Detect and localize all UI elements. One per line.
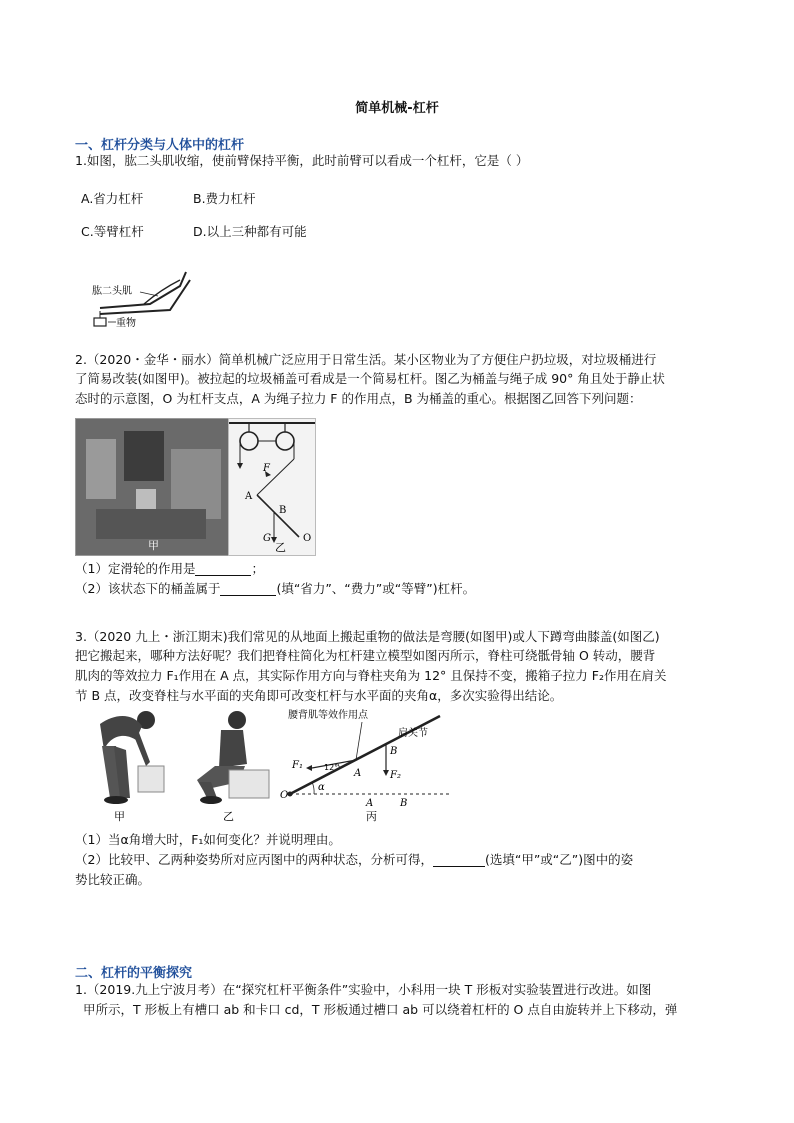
- q3-figure-jia: [80, 706, 180, 824]
- q2-line-3: 态时的示意图，O 为杠杆支点，A 为绳子拉力 F 的作用点，B 为桶盖的重心。根据图乙回答下列问题：: [75, 391, 642, 406]
- arm-weight-label: 重物: [116, 318, 136, 329]
- q3-fig-shoulder-label: 肩关节: [398, 728, 428, 739]
- q1-option-a: A.省力杠杆: [81, 191, 144, 206]
- q2-fig-label-a: A: [245, 491, 253, 502]
- q2-sub-2: [75, 580, 725, 598]
- section-heading-1: 一、杠杆分类与人体中的杠杆: [75, 138, 245, 153]
- q3-fig-label-angle: 12°: [324, 763, 339, 772]
- q3-fig-label-alpha: α: [318, 782, 325, 793]
- q3-sub2-prefix: （2）比较甲、乙两种姿势所对应丙图中的两种状态，分析可得，: [75, 852, 433, 867]
- q1-stem: 1.如图，肱二头肌收缩，使前臂保持平衡，此时前臂可以看成一个杠杆，它是（ ）: [75, 153, 529, 168]
- s2-q1-line-1: 1.（2019.九上宁波月考）在“探究杠杆平衡条件”实验中，小科用一块 T 形板对实验装置进行改进。如图: [75, 982, 652, 997]
- q3-figure-yi: [185, 706, 277, 824]
- q3-sub-2-cont: 势比较正确。: [75, 872, 151, 887]
- q2-diagram-yi: [228, 418, 316, 556]
- section-heading-2: 二、杠杆的平衡探究: [75, 966, 193, 981]
- q3-fig-axis-b: B: [400, 798, 408, 809]
- q2-fig-label-f: F: [263, 463, 270, 474]
- q1-option-b: B.费力杠杆: [193, 191, 256, 206]
- q3-fig-yi-caption: 乙: [223, 810, 234, 823]
- q3-sub2-blank[interactable]: [433, 852, 485, 867]
- q2-sub-1: [75, 560, 725, 578]
- q2-sub2-prefix: （2）该状态下的桶盖属于: [75, 581, 221, 596]
- q3-fig-label-o: O: [280, 790, 289, 801]
- s2-q1-line-2: 甲所示，T 形板上有槽口 ab 和卡口 cd，T 形板通过槽口 ab 可以绕着杠杆的 O 点自由旋转并上下移动，弹: [83, 1002, 678, 1017]
- q3-sub-2: [75, 851, 725, 869]
- q2-fig-label-o: O: [303, 533, 312, 544]
- q2-sub2-blank[interactable]: [220, 581, 276, 596]
- page-title: 简单机械-杠杆: [355, 101, 439, 116]
- q3-sub2-suffix: (选填“甲”或“乙”)图中的姿: [484, 852, 634, 867]
- q3-line-3: 肌肉的等效拉力 F₁作用在 A 点，其实际作用方向与脊柱夹角为 12° 且保持不变，搬箱子拉力 F₂作用在肩关: [75, 668, 667, 683]
- q2-fig-label-b: B: [279, 505, 287, 516]
- q2-sub2-suffix: (填“省力”、“费力”或“等臂”)杠杆。: [276, 581, 476, 596]
- q1-option-c: C.等臂杠杆: [81, 224, 144, 239]
- q3-fig-bing-caption: 丙: [366, 810, 377, 823]
- q2-photo-jia: [75, 418, 229, 556]
- q3-sub-1: （1）当α角增大时，F₁如何变化？并说明理由。: [75, 832, 341, 847]
- q2-line-2: 了简易改装(如图甲)。被拉起的垃圾桶盖可看成是一个简易杠杆。图乙为桶盖与绳子成 90° 角且处于静止状: [75, 371, 665, 386]
- arm-figure: [80, 266, 210, 332]
- q2-sub1-prefix: （1）定滑轮的作用是: [75, 561, 196, 576]
- q3-fig-label-f1: F₁: [292, 760, 303, 771]
- q2-fig-label-g: G: [263, 533, 271, 544]
- q3-line-4: 节 B 点，改变脊柱与水平面的夹角即可改变杠杆与水平面的夹角α，多次实验得出结论。: [75, 688, 563, 703]
- q1-option-d: D.以上三种都有可能: [193, 224, 307, 239]
- q3-line-2: 把它搬起来，哪种方法好呢？我们把脊柱简化为杠杆建立模型如图丙所示，脊柱可绕骶骨轴 O 转动，腰背: [75, 648, 656, 663]
- q2-fig-jia-caption: 甲: [148, 539, 159, 552]
- q3-fig-label-a: A: [354, 768, 362, 779]
- q3-line-1: 3.（2020 九上・浙江期末)我们常见的从地面上搬起重物的做法是弯腰(如图甲)或人下蹲弯曲膝盖(如图乙): [75, 629, 660, 644]
- q3-figure-bing: [278, 706, 458, 826]
- q3-fig-label-f2: F₂: [390, 770, 401, 781]
- q2-sub1-blank[interactable]: [195, 561, 251, 576]
- q3-fig-jia-caption: 甲: [114, 810, 125, 823]
- arm-muscle-label: 肱二头肌: [92, 286, 132, 297]
- q2-line-1: 2.（2020・金华・丽水）简单机械广泛应用于日常生活。某小区物业为了方便住户扔垃圾，对垃圾桶进行: [75, 352, 657, 367]
- q3-fig-muscle-label: 腰背肌等效作用点: [288, 710, 368, 721]
- q3-fig-axis-a: A: [366, 798, 374, 809]
- q2-sub1-suffix: ；: [251, 561, 264, 576]
- q2-fig-yi-caption: 乙: [275, 541, 286, 554]
- q3-fig-label-b: B: [390, 746, 398, 757]
